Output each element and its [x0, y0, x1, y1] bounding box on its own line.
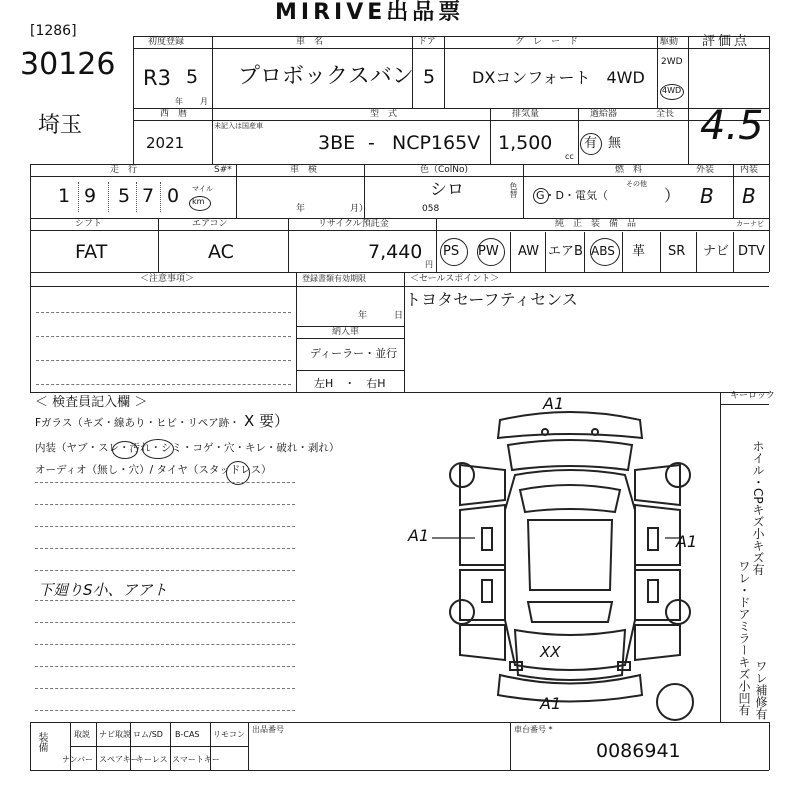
fuel-close: ） [664, 186, 681, 205]
header-supercharger: 過給器 [590, 109, 618, 119]
lot-bracket: [1286] [30, 23, 77, 39]
displacement-value: 1,500 [498, 132, 553, 154]
header-inspection: 車 検 [290, 165, 318, 175]
header-s-no: S#* [214, 165, 232, 175]
doc-day: 日 [394, 311, 404, 321]
mileage-digit-2: 9 [84, 185, 97, 207]
equip-airbag: エアB [548, 244, 583, 259]
equip-ps: PS [443, 244, 460, 259]
header-interior: 内装 [740, 165, 759, 175]
equip-navi: ナビ [703, 244, 730, 259]
header-take-car: 納入車 [332, 327, 360, 337]
header-fuel: 燃 料 [615, 165, 643, 175]
charger-no: 無 [608, 136, 622, 151]
mileage-digit-5: 0 [167, 185, 180, 207]
header-shift-pos: 全長 [656, 109, 675, 119]
bottom-item-navi-manual: ナビ取説 [99, 730, 131, 739]
car-name: プロボックスバン [238, 64, 414, 89]
mileage-digit-1: 1 [58, 185, 71, 207]
header-car-name: 車 名 [296, 37, 324, 47]
color-change-label: 色替 [509, 182, 518, 198]
header-exterior: 外装 [696, 165, 715, 175]
header-score: 評価点 [702, 34, 751, 49]
document-title: MIRIVE出品票 [275, 0, 465, 25]
inspection-month: 月） [350, 204, 369, 214]
door-count: 5 [423, 66, 436, 88]
header-western-year: 西 暦 [160, 109, 188, 119]
header-grade: グ レ ー ド [515, 37, 579, 47]
header-aircon: エアコン [192, 219, 228, 229]
bottom-car-id-header: 車台番号 * [514, 725, 553, 734]
lot-number: 30126 [20, 47, 116, 82]
equip-aw: AW [518, 244, 540, 259]
header-doors: ドア [418, 37, 436, 47]
inspector-interior: 内装（ヤブ・スレ・汚れ・シミ・コゲ・穴・キレ・破れ・剥れ） [35, 442, 340, 454]
mileage-unit-mile: マイル [192, 185, 213, 193]
equip-pw: PW [478, 244, 499, 259]
header-model-type: 型 式 [370, 109, 398, 119]
header-color: 色（ColNo) [420, 165, 469, 175]
drive-4wd: 4WD [662, 86, 682, 95]
equip-leather: 革 [632, 244, 646, 259]
exterior-grade: B [700, 184, 714, 208]
header-sales-point: ＜セールスポイント＞ [410, 274, 500, 284]
side-note-1: ホイル・CPキズ小キズ有 [751, 440, 765, 576]
inspector-audio: オーディオ（無し・穴）/ タイヤ（スタッドレス） [35, 464, 272, 476]
recycle-value: 7,440 [368, 241, 423, 263]
side-note-2: ワレ・ドアミラーキズ小凹有 [737, 560, 751, 716]
header-mileage: 走 行 [110, 165, 138, 175]
reg-era: R3 [143, 66, 171, 90]
car-diagram [420, 390, 720, 725]
region-label: 埼玉 [38, 113, 83, 138]
bottom-item-plate: ナンバー [62, 755, 94, 764]
interior-grade: B [742, 184, 756, 208]
header-drive: 駆動 [660, 37, 679, 47]
equip-sunroof: SR [668, 244, 686, 259]
color-name: シロ [430, 180, 464, 200]
year-value: 2021 [146, 134, 185, 152]
color-code: 058 [422, 204, 440, 214]
mileage-unit-km: km [192, 197, 205, 206]
bottom-shipping-header: 出品番号 [252, 725, 284, 734]
dealer-option: ディーラー・並行 [310, 347, 398, 360]
mileage-digit-3: 5 [118, 185, 131, 207]
recycle-unit: 円 [425, 260, 433, 269]
damage-trunk-mark: XX [540, 643, 561, 661]
inspector-glass: Fガラス（キズ・線あり・ヒビ・リペア跡・ [35, 417, 240, 429]
bottom-item-smart-key: スマートキー [172, 755, 220, 764]
inspector-header: ＜ 検査員記入欄 ＞ [35, 395, 148, 410]
fuel-value: G・D・電気（ [536, 189, 608, 202]
equip-dtv: DTV [738, 244, 765, 259]
header-car-navi: カーナビ [736, 220, 764, 228]
doc-year: 年 [358, 311, 368, 321]
year-unit: 年 [175, 97, 183, 106]
damage-rear: A1 [540, 694, 562, 713]
model-code: NCP165V [392, 132, 481, 154]
handwritten-note: 下廻りS小、アアト [38, 581, 168, 599]
bottom-item-spare-key: スペアキー [99, 755, 139, 764]
header-displacement: 排気量 [512, 109, 540, 119]
grade-value: DXコンフォート 4WD [472, 68, 645, 87]
model-dash: - [368, 132, 375, 154]
score-value: 4.5 [700, 103, 764, 149]
charger-yes: 有 [584, 136, 598, 151]
side-note-3: ワレ補修有 [754, 660, 768, 720]
fuel-other: その他 [626, 180, 647, 188]
bottom-item-keyless: キーレス [136, 755, 168, 764]
inspector-glass-mark: X 要） [244, 412, 290, 430]
header-doc-expiry: 登録書類有効期限 [302, 274, 366, 283]
header-first-reg: 初度登録 [148, 37, 185, 47]
header-shift: シフト [75, 219, 103, 229]
shift-value: FAT [75, 241, 108, 263]
bottom-item-manual: 取説 [74, 730, 90, 739]
bottom-item-remote: リモコン [213, 730, 245, 739]
bottom-item-rom: ロム/SD [133, 730, 163, 739]
inspection-year: 年 [296, 204, 306, 214]
reg-month: 5 [186, 66, 199, 88]
displacement-unit: cc [565, 152, 574, 161]
damage-right: A1 [676, 532, 698, 551]
drive-2wd: 2WD [661, 57, 683, 67]
month-unit: 月 [200, 97, 208, 106]
aircon-value: AC [208, 241, 234, 263]
header-equipment: 純 正 装 備 品 [555, 219, 637, 229]
handle-option: 左H ・ 右H [314, 377, 386, 390]
equip-abs: ABS [591, 244, 615, 258]
header-not-imported: 未記入は国産車 [214, 122, 263, 130]
mileage-digit-4: 7 [142, 185, 155, 207]
sales-point: トヨタセーフティセンス [405, 290, 578, 309]
car-id-value: 0086941 [596, 740, 681, 762]
damage-front: A1 [543, 394, 565, 413]
bottom-item-bcas: B-CAS [175, 730, 200, 739]
header-recycle: リサイクル預託金 [318, 219, 389, 229]
header-notes: ＜注意事項＞ [140, 274, 195, 284]
model-prefix: 3BE [318, 132, 356, 154]
damage-left: A1 [408, 526, 430, 545]
bottom-left-header: 装備 [36, 732, 47, 752]
key-lock-label: キーロック [730, 391, 775, 401]
